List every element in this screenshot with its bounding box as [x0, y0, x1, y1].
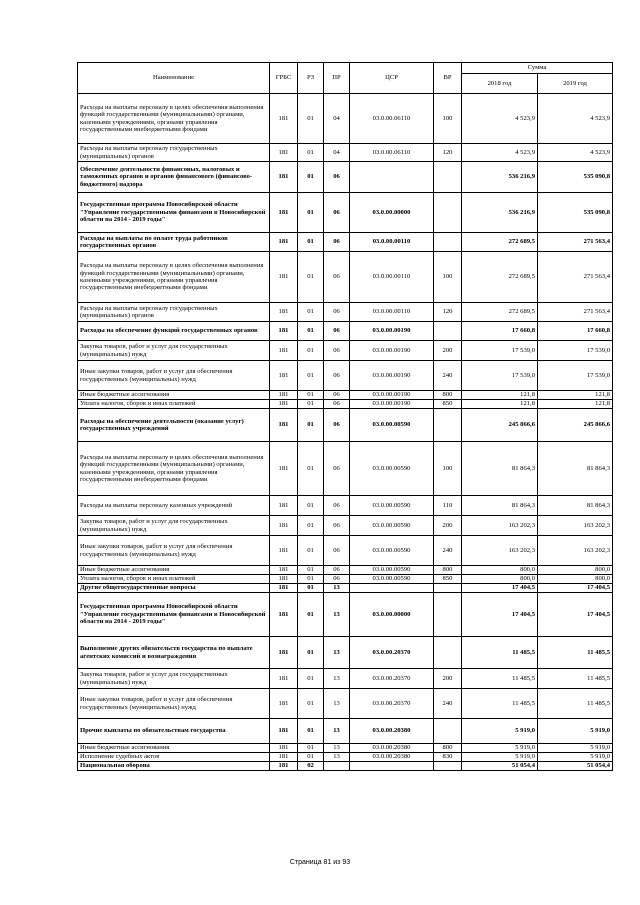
cell-grbs: 181	[270, 584, 298, 593]
cell-pr: 06	[324, 496, 350, 516]
cell-name: Национальная оборона	[78, 762, 270, 771]
cell-csr: 03.0.00.00590	[350, 442, 434, 496]
table-row	[78, 593, 613, 637]
table-row	[78, 575, 613, 584]
cell-csr: 03.0.00.00000	[350, 593, 434, 637]
cell-name: Иные бюджетные ассигнования	[78, 566, 270, 575]
cell-vr: 850	[434, 400, 462, 409]
cell-rz: 01	[298, 94, 324, 144]
cell-pr: 06	[324, 252, 350, 303]
cell-2018: 272 689,5	[462, 303, 538, 322]
cell-pr: 13	[324, 753, 350, 762]
header-vr: ВР	[434, 63, 462, 94]
table-row	[78, 536, 613, 566]
cell-2018: 11 485,5	[462, 637, 538, 669]
cell-grbs: 181	[270, 144, 298, 162]
cell-grbs: 181	[270, 322, 298, 341]
cell-2019: 17 404,5	[538, 593, 613, 637]
cell-grbs: 181	[270, 516, 298, 536]
cell-csr: 03.0.00.00190	[350, 322, 434, 341]
header-csr: ЦСР	[350, 63, 434, 94]
cell-rz: 01	[298, 391, 324, 400]
cell-name: Иные бюджетные ассигнования	[78, 391, 270, 400]
cell-2018: 81 864,3	[462, 442, 538, 496]
cell-csr: 03.0.00.20380	[350, 719, 434, 744]
cell-csr: 03.0.00.00110	[350, 252, 434, 303]
cell-vr: 800	[434, 391, 462, 400]
cell-pr: 13	[324, 689, 350, 719]
cell-csr: 03.0.00.00590	[350, 516, 434, 536]
cell-name: Иные закупки товаров, работ и услуг для обеспечения государственных (муниципальных) нужд	[78, 536, 270, 566]
cell-vr: 850	[434, 575, 462, 584]
header-name: Наименование	[78, 63, 270, 94]
cell-vr: 240	[434, 689, 462, 719]
cell-rz: 01	[298, 233, 324, 252]
cell-rz: 01	[298, 400, 324, 409]
cell-name: Закупка товаров, работ и услуг для государственных (муниципальных) нужд	[78, 341, 270, 361]
cell-csr	[350, 762, 434, 771]
cell-grbs: 181	[270, 341, 298, 361]
cell-rz: 02	[298, 762, 324, 771]
cell-csr: 03.0.00.00190	[350, 400, 434, 409]
cell-pr: 06	[324, 516, 350, 536]
cell-name: Расходы на выплаты персоналу государственных (муниципальных) органов	[78, 303, 270, 322]
cell-csr: 03.0.00.20370	[350, 637, 434, 669]
cell-grbs: 181	[270, 593, 298, 637]
cell-2018: 5 919,0	[462, 719, 538, 744]
cell-grbs: 181	[270, 400, 298, 409]
cell-name: Государственная программа Новосибирской области "Управление государственными финансами в Новосибирской области на 2014 - 2019 годы"	[78, 593, 270, 637]
cell-name: Иные закупки товаров, работ и услуг для обеспечения государственных (муниципальных) нужд	[78, 361, 270, 391]
cell-rz: 01	[298, 753, 324, 762]
cell-pr: 06	[324, 400, 350, 409]
cell-grbs: 181	[270, 162, 298, 193]
cell-pr: 06	[324, 303, 350, 322]
cell-2018: 121,8	[462, 391, 538, 400]
cell-pr: 06	[324, 233, 350, 252]
table-row	[78, 442, 613, 496]
cell-2018: 121,8	[462, 400, 538, 409]
cell-csr: 03.0.00.00590	[350, 409, 434, 442]
cell-rz: 01	[298, 584, 324, 593]
cell-pr: 13	[324, 719, 350, 744]
cell-pr: 06	[324, 536, 350, 566]
cell-2018: 272 689,5	[462, 252, 538, 303]
cell-2019: 11 485,5	[538, 689, 613, 719]
cell-csr: 03.0.00.00000	[350, 193, 434, 233]
cell-2019: 163 202,3	[538, 536, 613, 566]
cell-pr: 13	[324, 744, 350, 753]
cell-pr: 04	[324, 144, 350, 162]
cell-2018: 800,0	[462, 575, 538, 584]
cell-csr: 03.0.00.00110	[350, 303, 434, 322]
cell-csr: 03.0.00.20370	[350, 669, 434, 689]
cell-pr: 06	[324, 361, 350, 391]
cell-rz: 01	[298, 341, 324, 361]
cell-name: Выполнение других обязательств государства по выплате агентских комиссий и вознаграждения	[78, 637, 270, 669]
cell-name: Государственная программа Новосибирской области "Управление государственными финансами в Новосибирской области на 2014 - 2019 годы"	[78, 193, 270, 233]
cell-vr: 120	[434, 303, 462, 322]
cell-name: Закупка товаров, работ и услуг для государственных (муниципальных) нужд	[78, 516, 270, 536]
header-rz: РЗ	[298, 63, 324, 94]
cell-vr	[434, 584, 462, 593]
cell-name: Расходы на выплаты по оплате труда работников государственных органов	[78, 233, 270, 252]
cell-name: Расходы на выплаты персоналу в целях обеспечения выполнения функций государственными (муниципальными) органами, казенными учреждениями, органами управления государственными внебюджетными фондами	[78, 252, 270, 303]
table-row	[78, 496, 613, 516]
cell-2019: 800,0	[538, 566, 613, 575]
cell-pr: 06	[324, 162, 350, 193]
cell-csr: 03.0.00.00110	[350, 233, 434, 252]
cell-pr: 06	[324, 442, 350, 496]
cell-2019: 4 523,9	[538, 94, 613, 144]
cell-2019: 121,8	[538, 391, 613, 400]
header-grbs: ГРБС	[270, 63, 298, 94]
table-row	[78, 252, 613, 303]
cell-grbs: 181	[270, 233, 298, 252]
cell-2018: 800,0	[462, 566, 538, 575]
cell-name: Расходы на обеспечение деятельности (оказание услуг) государственных учреждений	[78, 409, 270, 442]
table-row	[78, 162, 613, 193]
cell-name: Обеспечение деятельности финансовых, налоговых и таможенных органов и органов финансового (финансово-бюджетного) надзора	[78, 162, 270, 193]
header-2019: 2019 год	[538, 74, 613, 94]
cell-rz: 01	[298, 689, 324, 719]
cell-name: Уплата налогов, сборов и иных платежей	[78, 575, 270, 584]
cell-csr: 03.0.00.06110	[350, 144, 434, 162]
cell-pr: 06	[324, 391, 350, 400]
cell-2019: 4 523,9	[538, 144, 613, 162]
cell-grbs: 181	[270, 753, 298, 762]
table-row	[78, 584, 613, 593]
table-row	[78, 637, 613, 669]
cell-2019: 163 202,3	[538, 516, 613, 536]
cell-vr: 800	[434, 744, 462, 753]
cell-2019: 271 563,4	[538, 252, 613, 303]
cell-csr: 03.0.00.00590	[350, 566, 434, 575]
cell-grbs: 181	[270, 252, 298, 303]
cell-vr: 200	[434, 341, 462, 361]
cell-vr: 100	[434, 94, 462, 144]
cell-rz: 01	[298, 669, 324, 689]
cell-2018: 11 485,5	[462, 669, 538, 689]
table-row	[78, 193, 613, 233]
cell-2018: 17 539,0	[462, 341, 538, 361]
cell-2019: 17 660,8	[538, 322, 613, 341]
budget-table	[77, 62, 613, 771]
cell-name: Исполнение судебных актов	[78, 753, 270, 762]
cell-grbs: 181	[270, 442, 298, 496]
cell-rz: 01	[298, 744, 324, 753]
cell-name: Расходы на выплаты персоналу в целях обеспечения выполнения функций государственными (муниципальными) органами, казенными учреждениями, органами управления государственными внебюджетными фондами	[78, 94, 270, 144]
table-row	[78, 744, 613, 753]
cell-csr: 03.0.00.00590	[350, 575, 434, 584]
table-row	[78, 753, 613, 762]
cell-pr: 06	[324, 193, 350, 233]
cell-name: Расходы на выплаты персоналу казенных учреждений	[78, 496, 270, 516]
cell-rz: 01	[298, 322, 324, 341]
cell-vr	[434, 637, 462, 669]
cell-2019: 5 919,0	[538, 719, 613, 744]
cell-grbs: 181	[270, 689, 298, 719]
cell-2019: 245 866,6	[538, 409, 613, 442]
cell-rz: 01	[298, 637, 324, 669]
cell-rz: 01	[298, 162, 324, 193]
cell-vr	[434, 593, 462, 637]
table-row	[78, 144, 613, 162]
cell-name: Расходы на выплаты персоналу государственных (муниципальных) органов	[78, 144, 270, 162]
cell-grbs: 181	[270, 637, 298, 669]
cell-csr: 03.0.00.00190	[350, 361, 434, 391]
cell-2018: 51 054,4	[462, 762, 538, 771]
table-row	[78, 322, 613, 341]
cell-grbs: 181	[270, 719, 298, 744]
cell-pr: 06	[324, 409, 350, 442]
cell-vr	[434, 162, 462, 193]
cell-csr	[350, 162, 434, 193]
cell-pr: 06	[324, 322, 350, 341]
cell-grbs: 181	[270, 303, 298, 322]
cell-2019: 535 090,8	[538, 193, 613, 233]
cell-grbs: 181	[270, 391, 298, 400]
cell-2019: 17 539,0	[538, 361, 613, 391]
cell-vr: 100	[434, 442, 462, 496]
cell-grbs: 181	[270, 536, 298, 566]
cell-grbs: 181	[270, 566, 298, 575]
table-row	[78, 689, 613, 719]
cell-rz: 01	[298, 536, 324, 566]
cell-grbs: 181	[270, 361, 298, 391]
cell-vr: 800	[434, 566, 462, 575]
cell-grbs: 181	[270, 762, 298, 771]
cell-2019: 81 864,3	[538, 496, 613, 516]
cell-rz: 01	[298, 593, 324, 637]
cell-csr: 03.0.00.00590	[350, 496, 434, 516]
cell-2019: 81 864,3	[538, 442, 613, 496]
cell-csr: 03.0.00.00190	[350, 391, 434, 400]
header-pr: ПР	[324, 63, 350, 94]
cell-name: Иные закупки товаров, работ и услуг для обеспечения государственных (муниципальных) нужд	[78, 689, 270, 719]
cell-csr: 03.0.00.20380	[350, 744, 434, 753]
cell-vr: 110	[434, 496, 462, 516]
cell-vr: 200	[434, 669, 462, 689]
cell-vr	[434, 233, 462, 252]
cell-vr	[434, 322, 462, 341]
cell-grbs: 181	[270, 496, 298, 516]
cell-vr: 100	[434, 252, 462, 303]
cell-2018: 4 523,9	[462, 144, 538, 162]
cell-rz: 01	[298, 409, 324, 442]
cell-vr	[434, 719, 462, 744]
cell-pr: 06	[324, 341, 350, 361]
cell-rz: 01	[298, 566, 324, 575]
table-row	[78, 669, 613, 689]
cell-pr: 13	[324, 637, 350, 669]
cell-name: Уплата налогов, сборов и иных платежей	[78, 400, 270, 409]
cell-2019: 11 485,5	[538, 637, 613, 669]
cell-2019: 271 563,4	[538, 303, 613, 322]
cell-pr: 13	[324, 669, 350, 689]
cell-2018: 5 919,0	[462, 753, 538, 762]
cell-pr: 06	[324, 566, 350, 575]
table-row	[78, 341, 613, 361]
header-sum: Сумма	[462, 63, 613, 74]
cell-grbs: 181	[270, 575, 298, 584]
cell-rz: 01	[298, 193, 324, 233]
cell-2018: 17 539,0	[462, 361, 538, 391]
cell-2018: 536 216,9	[462, 162, 538, 193]
table-row	[78, 361, 613, 391]
table-row	[78, 566, 613, 575]
cell-2019: 800,0	[538, 575, 613, 584]
cell-2019: 5 919,0	[538, 744, 613, 753]
cell-rz: 01	[298, 575, 324, 584]
cell-csr: 03.0.00.06110	[350, 94, 434, 144]
cell-rz: 01	[298, 516, 324, 536]
cell-vr	[434, 193, 462, 233]
cell-pr: 13	[324, 584, 350, 593]
cell-2018: 5 919,0	[462, 744, 538, 753]
cell-2019: 121,8	[538, 400, 613, 409]
table-row	[78, 719, 613, 744]
cell-2018: 245 866,6	[462, 409, 538, 442]
table-row	[78, 409, 613, 442]
cell-grbs: 181	[270, 193, 298, 233]
cell-2018: 272 689,5	[462, 233, 538, 252]
cell-name: Иные бюджетные ассигнования	[78, 744, 270, 753]
cell-rz: 01	[298, 303, 324, 322]
cell-csr: 03.0.00.20370	[350, 689, 434, 719]
cell-rz: 01	[298, 719, 324, 744]
cell-vr: 830	[434, 753, 462, 762]
cell-vr	[434, 409, 462, 442]
cell-pr: 13	[324, 593, 350, 637]
cell-2019: 271 563,4	[538, 233, 613, 252]
cell-2018: 163 202,3	[462, 516, 538, 536]
cell-name: Расходы на обеспечение функций государственных органов	[78, 322, 270, 341]
table-row	[78, 233, 613, 252]
cell-2018: 163 202,3	[462, 536, 538, 566]
cell-pr: 06	[324, 575, 350, 584]
cell-vr: 200	[434, 516, 462, 536]
table-row	[78, 94, 613, 144]
cell-2019: 51 054,4	[538, 762, 613, 771]
cell-2018: 17 660,8	[462, 322, 538, 341]
cell-csr: 03.0.00.00590	[350, 536, 434, 566]
cell-grbs: 181	[270, 409, 298, 442]
cell-grbs: 181	[270, 669, 298, 689]
cell-name: Прочие выплаты по обязательствам государства	[78, 719, 270, 744]
cell-name: Закупка товаров, работ и услуг для государственных (муниципальных) нужд	[78, 669, 270, 689]
cell-2019: 535 090,8	[538, 162, 613, 193]
cell-vr: 240	[434, 536, 462, 566]
cell-2018: 81 864,3	[462, 496, 538, 516]
header-2018: 2018 год	[462, 74, 538, 94]
cell-rz: 01	[298, 496, 324, 516]
table-row	[78, 400, 613, 409]
cell-name: Расходы на выплаты персоналу в целях обеспечения выполнения функций государственными (муниципальными) органами, казенными учреждениями, органами управления государственными внебюджетными фондами	[78, 442, 270, 496]
cell-2018: 11 485,5	[462, 689, 538, 719]
cell-2018: 4 523,9	[462, 94, 538, 144]
table-row	[78, 303, 613, 322]
cell-rz: 01	[298, 361, 324, 391]
cell-vr	[434, 762, 462, 771]
cell-grbs: 181	[270, 744, 298, 753]
cell-2018: 536 216,9	[462, 193, 538, 233]
cell-vr: 120	[434, 144, 462, 162]
cell-2018: 17 404,5	[462, 593, 538, 637]
cell-name: Другие общегосударственные вопросы	[78, 584, 270, 593]
cell-csr: 03.0.00.20380	[350, 753, 434, 762]
cell-pr: 04	[324, 94, 350, 144]
cell-rz: 01	[298, 252, 324, 303]
table-row	[78, 516, 613, 536]
cell-2019: 11 485,5	[538, 669, 613, 689]
cell-2018: 17 404,5	[462, 584, 538, 593]
table-row	[78, 391, 613, 400]
table-row	[78, 762, 613, 771]
cell-2019: 5 919,0	[538, 753, 613, 762]
cell-rz: 01	[298, 442, 324, 496]
table-body	[78, 94, 613, 771]
cell-csr	[350, 584, 434, 593]
cell-2019: 17 404,5	[538, 584, 613, 593]
cell-grbs: 181	[270, 94, 298, 144]
cell-pr	[324, 762, 350, 771]
cell-2019: 17 539,0	[538, 341, 613, 361]
page-footer: Страница 81 из 93	[289, 859, 351, 866]
cell-vr: 240	[434, 361, 462, 391]
cell-csr: 03.0.00.00190	[350, 341, 434, 361]
cell-rz: 01	[298, 144, 324, 162]
